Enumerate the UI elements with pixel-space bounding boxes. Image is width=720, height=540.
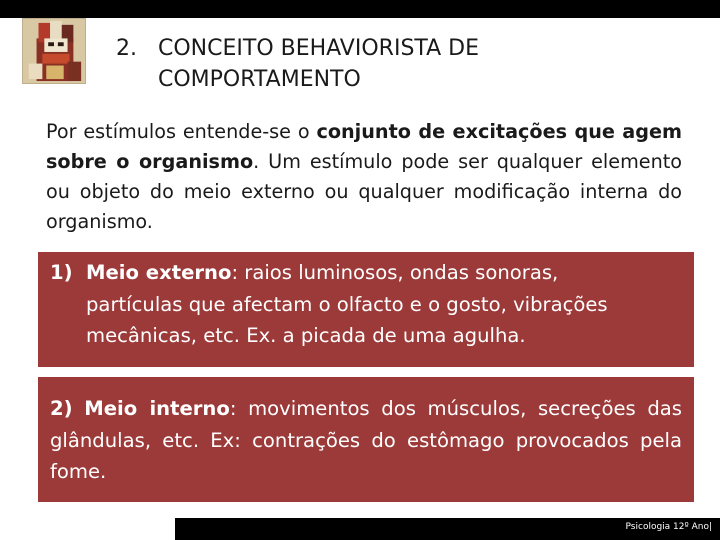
item-number: 2) <box>50 397 73 420</box>
title-line2: COMPORTAMENTO <box>158 67 361 92</box>
title-number: 2. <box>116 36 137 61</box>
footer-text: Psicologia 12º Ano| <box>625 522 712 532</box>
top-bar <box>0 0 720 18</box>
item-text: : movimentos dos músculos, secreções das glândulas, etc. Ex: contrações do estômago provocados pela fome. <box>50 397 683 483</box>
item-box-internal <box>38 377 694 502</box>
intro-text-2: . Um estímulo pode ser qualquer elemento ou objeto do meio externo ou qualquer modificação interna do organismo. <box>46 150 682 233</box>
item-box-external <box>38 252 694 367</box>
item-head <box>50 257 682 289</box>
item-bold: Meio externo <box>86 261 232 284</box>
intro-paragraph <box>46 117 682 237</box>
footer-bar <box>175 518 720 540</box>
book-portrait-image <box>22 18 86 84</box>
item-bold: Meio interno <box>84 397 230 420</box>
item-text: : raios luminosos, ondas sonoras, <box>231 261 559 284</box>
book-portrait-icon <box>23 19 85 83</box>
slide-title <box>116 33 676 95</box>
item-number: 1) <box>50 261 73 284</box>
intro-bold: conjunto de excitações que agem sobre o organismo <box>46 120 682 173</box>
item-continuation: partículas que afectam o olfacto e o gosto, vibrações mecânicas, etc. Ex. a picada de uma agulha. <box>86 292 608 347</box>
intro-text-1: Por estímulos entende-se o <box>46 120 317 143</box>
title-line1: CONCEITO BEHAVIORISTA DE <box>158 36 480 61</box>
